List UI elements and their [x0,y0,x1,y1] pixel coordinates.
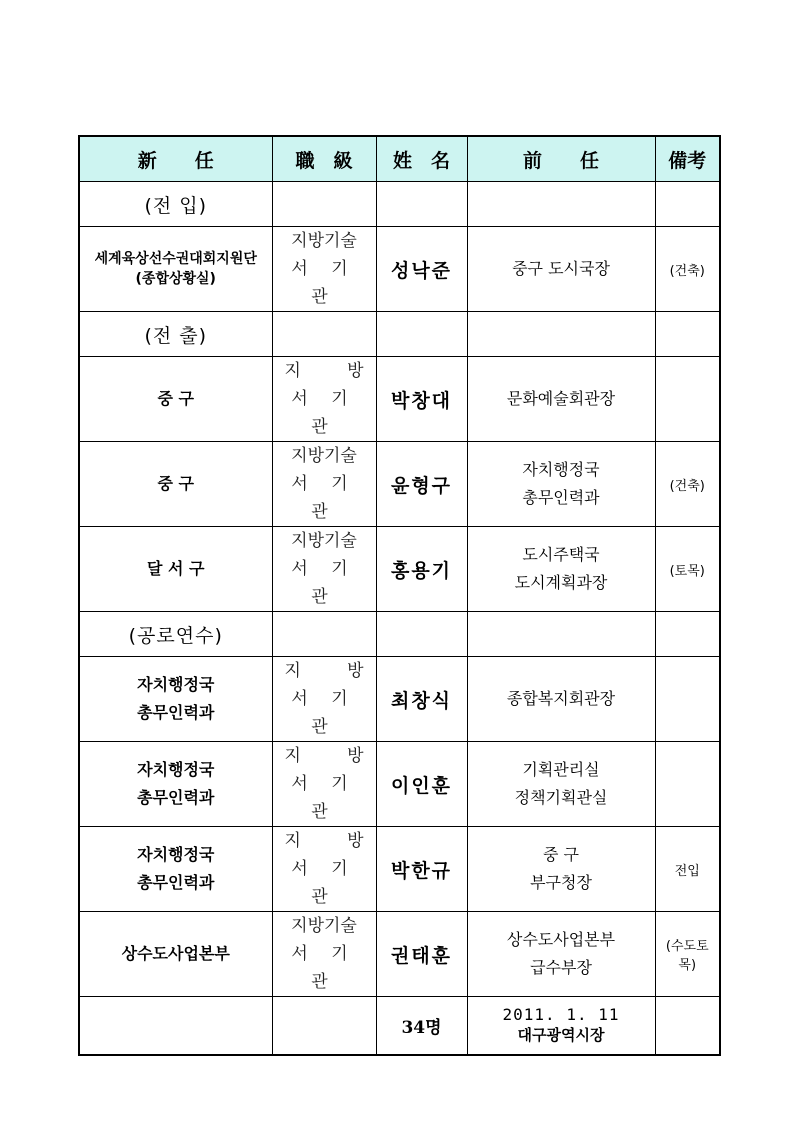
grade-cell [272,657,376,742]
empty-cell [655,612,720,657]
remark: (건축) [655,227,720,312]
new-post-line: 자치행정국 [137,845,215,864]
new-post-cell [79,527,272,612]
previous-post-line: 정책기획관실 [514,788,608,807]
grade-cell [272,912,376,997]
grade-cell [272,742,376,827]
header-previous: 前 任 [467,136,655,182]
previous-post-cell [467,912,655,997]
footer-signature [467,997,655,1055]
table-row [79,527,720,612]
person-name: 권태훈 [376,912,467,997]
footer-empty-2 [272,997,376,1055]
remark: (토목) [655,527,720,612]
person-name: 박창대 [376,357,467,442]
previous-post-line: 문화예술회관장 [506,389,616,408]
previous-post-line: 상수도사업본부 [506,930,616,949]
new-post-line: 중 구 [157,474,194,493]
person-name: 홍용기 [376,527,467,612]
previous-post-line: 도시주택국 [522,545,600,564]
remark: 전입 [655,827,720,912]
new-post-line: 총무인력과 [137,788,215,807]
previous-post-cell [467,527,655,612]
grade-line: 지 방 [284,361,364,381]
new-post-line: 자치행정국 [137,760,215,779]
issuer: 대구광역시장 [517,1026,605,1045]
person-name: 박한규 [376,827,467,912]
person-name: 성낙준 [376,227,467,312]
previous-post-line: 종합복지회관장 [506,689,616,708]
empty-cell [467,312,655,357]
issue-date: 2011. 1. 11 [502,1005,620,1025]
new-post-cell [79,827,272,912]
grade-cell [272,827,376,912]
previous-post-line: 급수부장 [530,958,592,977]
table-row [79,227,720,312]
header-name: 姓 名 [376,136,467,182]
grade-line: 서 기 관 [291,559,357,607]
new-post-cell [79,912,272,997]
person-name: 이인훈 [376,742,467,827]
new-post-line: 세계육상선수권대회지원단 [94,251,257,267]
remark [655,742,720,827]
previous-post-line: 중구 도시국장 [512,259,610,278]
new-post-line: (종합상황실) [135,271,216,287]
empty-cell [272,312,376,357]
table-row [79,357,720,442]
empty-cell [272,612,376,657]
person-name: 윤형구 [376,442,467,527]
empty-cell [655,312,720,357]
previous-post-line: 중 구 [543,845,579,864]
remark [655,657,720,742]
section-label: (공로연수) [79,612,272,657]
footer-empty-1 [79,997,272,1055]
previous-post-line: 기획관리실 [522,760,600,779]
grade-cell [272,527,376,612]
table-row [79,657,720,742]
grade-line: 지방기술 [291,231,357,251]
previous-post-line: 총무인력과 [522,488,600,507]
grade-line: 서 기 관 [291,689,357,737]
header-remarks: 備考 [655,136,720,182]
empty-cell [655,182,720,227]
section-row [79,312,720,357]
new-post-line: 상수도사업본부 [121,944,230,963]
new-post-cell [79,227,272,312]
previous-post-cell [467,227,655,312]
new-post-line: 중 구 [157,389,194,408]
grade-line: 지 방 [284,661,364,681]
grade-line: 서 기 관 [291,259,357,307]
grade-line: 지 방 [284,831,364,851]
table-row [79,912,720,997]
previous-post-cell [467,442,655,527]
grade-line: 지방기술 [291,531,357,551]
previous-post-cell [467,742,655,827]
personnel-table [78,135,721,1056]
new-post-line: 총무인력과 [137,873,215,892]
grade-line: 서 기 관 [291,774,357,822]
grade-line: 지방기술 [291,446,357,466]
remark: (수도토목) [655,912,720,997]
new-post-cell [79,742,272,827]
previous-post-cell [467,827,655,912]
previous-post-line: 자치행정국 [522,460,600,479]
empty-cell [376,182,467,227]
remark [655,357,720,442]
empty-cell [272,182,376,227]
table-row [79,827,720,912]
grade-cell [272,357,376,442]
previous-post-cell [467,657,655,742]
new-post-cell [79,442,272,527]
section-label: (전 출) [79,312,272,357]
new-post-line: 자치행정국 [137,675,215,694]
empty-cell [376,612,467,657]
empty-cell [467,612,655,657]
header-new-post: 新 任 [79,136,272,182]
previous-post-cell [467,357,655,442]
section-label: (전 입) [79,182,272,227]
empty-cell [376,312,467,357]
new-post-cell [79,357,272,442]
remark: (건축) [655,442,720,527]
grade-line: 서 기 관 [291,389,357,437]
footer-row [79,997,720,1055]
previous-post-line: 부구청장 [530,873,592,892]
section-row [79,182,720,227]
previous-post-line: 도시계획과장 [514,573,608,592]
table-row [79,442,720,527]
section-row [79,612,720,657]
new-post-cell [79,657,272,742]
grade-line: 지방기술 [291,916,357,936]
person-name: 최창식 [376,657,467,742]
empty-cell [467,182,655,227]
new-post-line: 달 서 구 [146,559,205,578]
grade-line: 서 기 관 [291,859,357,907]
header-grade: 職 級 [272,136,376,182]
grade-line: 지 방 [284,746,364,766]
grade-line: 서 기 관 [291,474,357,522]
table-row [79,742,720,827]
grade-line: 서 기 관 [291,944,357,992]
new-post-line: 총무인력과 [137,703,215,722]
footer-empty-3 [655,997,720,1055]
total-count: 34명 [376,997,467,1055]
grade-cell [272,227,376,312]
header-row [79,136,720,182]
grade-cell [272,442,376,527]
